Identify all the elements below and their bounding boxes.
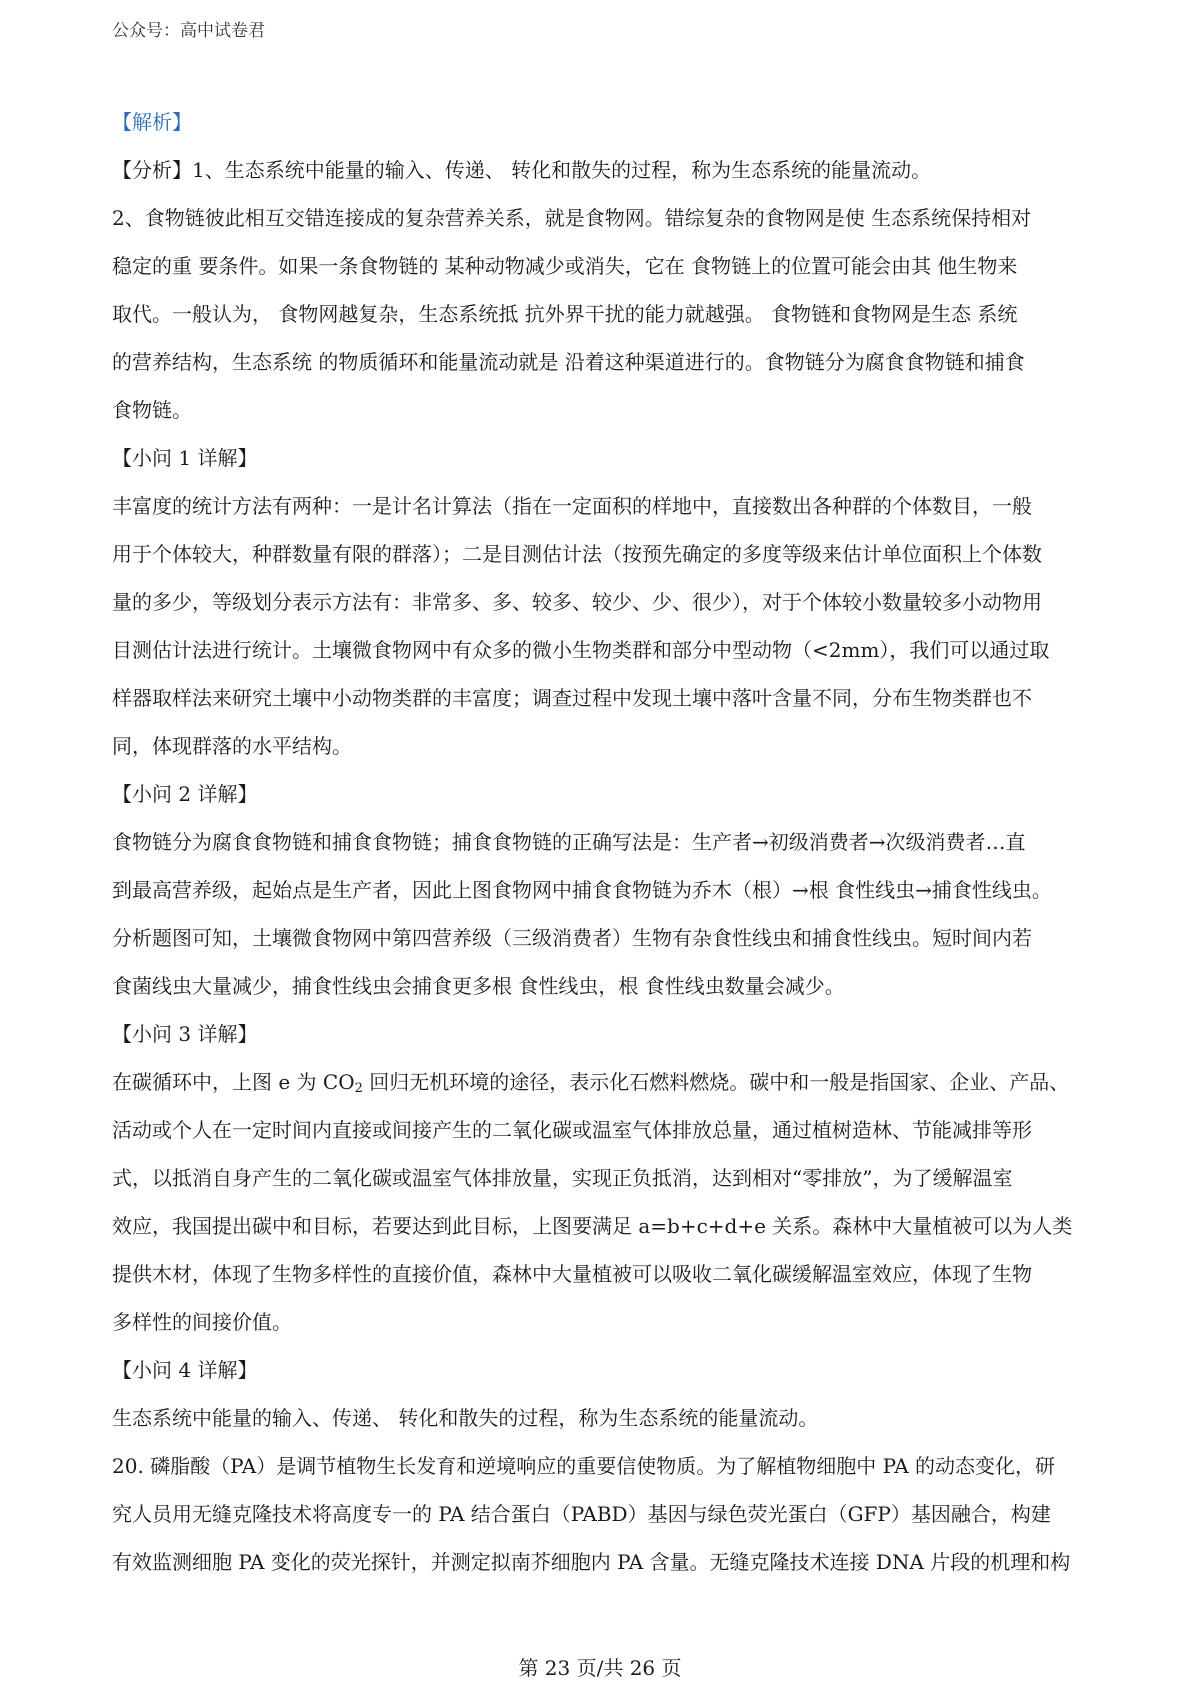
text-line: 效应，我国提出碳中和目标，若要达到此目标，上图要满足 a=b+c+d+e 关系。森林中大量植被可以为人类 xyxy=(112,1214,1073,1238)
page-header: 公众号：高中试卷君 xyxy=(112,21,265,41)
question-text-line: 20. 磷脂酸（PA）是调节植物生长发育和逆境响应的重要信使物质。为了解植物细胞中 PA 的动态变化，研 xyxy=(112,1454,1056,1478)
text-line: 到最高营养级，起始点是生产者，因此上图食物网中捕食食物链为乔木（根）→根 食性线虫→捕食性线虫。 xyxy=(112,878,1052,902)
text-line: 食菌线虫大量减少，捕食性线虫会捕食更多根 食性线虫，根 食性线虫数量会减少。 xyxy=(112,974,845,998)
text-line: 取代。一般认为， 食物网越复杂，生态系统抵 抗外界干扰的能力就越强。 食物链和食物网是生态 系统 xyxy=(112,302,1018,326)
text-line: 多样性的间接价值。 xyxy=(112,1310,292,1334)
text-line: 分析题图可知，土壤微食物网中第四营养级（三级消费者）生物有杂食性线虫和捕食性线虫。短时间内若 xyxy=(112,926,1032,950)
subquestion-heading: 【小问 1 详解】 xyxy=(112,446,258,470)
text-line: 提供木材，体现了生物多样性的直接价值，森林中大量植被可以吸收二氧化碳缓解温室效应，体现了生物 xyxy=(112,1262,1032,1286)
subscript: 2 xyxy=(354,1081,363,1096)
page-footer: 第 23 页/共 26 页 xyxy=(518,1656,682,1680)
text-line: 【分析】1、生态系统中能量的输入、传递、 转化和散失的过程，称为生态系统的能量流动。 xyxy=(112,158,932,182)
text-line: 活动或个人在一定时间内直接或间接产生的二氧化碳或温室气体排放总量，通过植树造林、节能减排等形 xyxy=(112,1118,1032,1142)
text-line: 食物链。 xyxy=(112,398,192,422)
analysis-heading: 【解析】 xyxy=(112,110,192,134)
subquestion-heading: 【小问 2 详解】 xyxy=(112,782,258,806)
document-body xyxy=(112,98,1100,1586)
text-line: 同，体现群落的水平结构。 xyxy=(112,734,352,758)
text-line: 丰富度的统计方法有两种：一是计名计算法（指在一定面积的样地中，直接数出各种群的个体数目，一般 xyxy=(112,494,1032,518)
text-line: 量的多少，等级划分表示方法有：非常多、多、较多、较少、少、很少），对于个体较小数量较多小动物用 xyxy=(112,590,1042,614)
subquestion-heading: 【小问 3 详解】 xyxy=(112,1022,258,1046)
text-line: 食物链分为腐食食物链和捕食食物链；捕食食物链的正确写法是：生产者→初级消费者→次级消费者…直 xyxy=(112,830,1026,854)
text-line: 目测估计法进行统计。土壤微食物网中有众多的微小生物类群和部分中型动物（<2mm），我们可以通过取 xyxy=(112,638,1050,662)
question-text-line: 有效监测细胞 PA 变化的荧光探针，并测定拟南芥细胞内 PA 含量。无缝克隆技术连接 DNA 片段的机理和构 xyxy=(112,1550,1071,1574)
text-line: 2、食物链彼此相互交错连接成的复杂营养关系，就是食物网。错综复杂的食物网是使 生态系统保持相对 xyxy=(112,206,1032,230)
text-line: 的营养结构，生态系统 的物质循环和能量流动就是 沿着这种渠道进行的。食物链分为腐食食物链和捕食 xyxy=(112,350,1025,374)
text-line xyxy=(112,1058,1100,1106)
question-text-line: 究人员用无缝克隆技术将高度专一的 PA 结合蛋白（PABD）基因与绿色荧光蛋白（GFP）基因融合，构建 xyxy=(112,1502,1051,1526)
text-line: 式，以抵消自身产生的二氧化碳或温室气体排放量，实现正负抵消，达到相对“零排放”，为了缓解温室 xyxy=(112,1166,1013,1190)
text-line: 用于个体较大，种群数量有限的群落）；二是目测估计法（按预先确定的多度等级来估计单位面积上个体数 xyxy=(112,542,1042,566)
text-line: 生态系统中能量的输入、传递、 转化和散失的过程，称为生态系统的能量流动。 xyxy=(112,1406,819,1430)
text-segment: 回归无机环境的途径，表示化石燃料燃烧。碳中和一般是指国家、企业、产品、 xyxy=(362,1070,1070,1094)
subquestion-heading: 【小问 4 详解】 xyxy=(112,1358,258,1382)
text-line: 稳定的重 要条件。如果一条食物链的 某种动物减少或消失，它在 食物链上的位置可能会由其 他生物来 xyxy=(112,254,1018,278)
text-line: 样器取样法来研究土壤中小动物类群的丰富度；调查过程中发现土壤中落叶含量不同，分布生物类群也不 xyxy=(112,686,1032,710)
text-segment: 在碳循环中，上图 e 为 CO xyxy=(112,1070,355,1094)
